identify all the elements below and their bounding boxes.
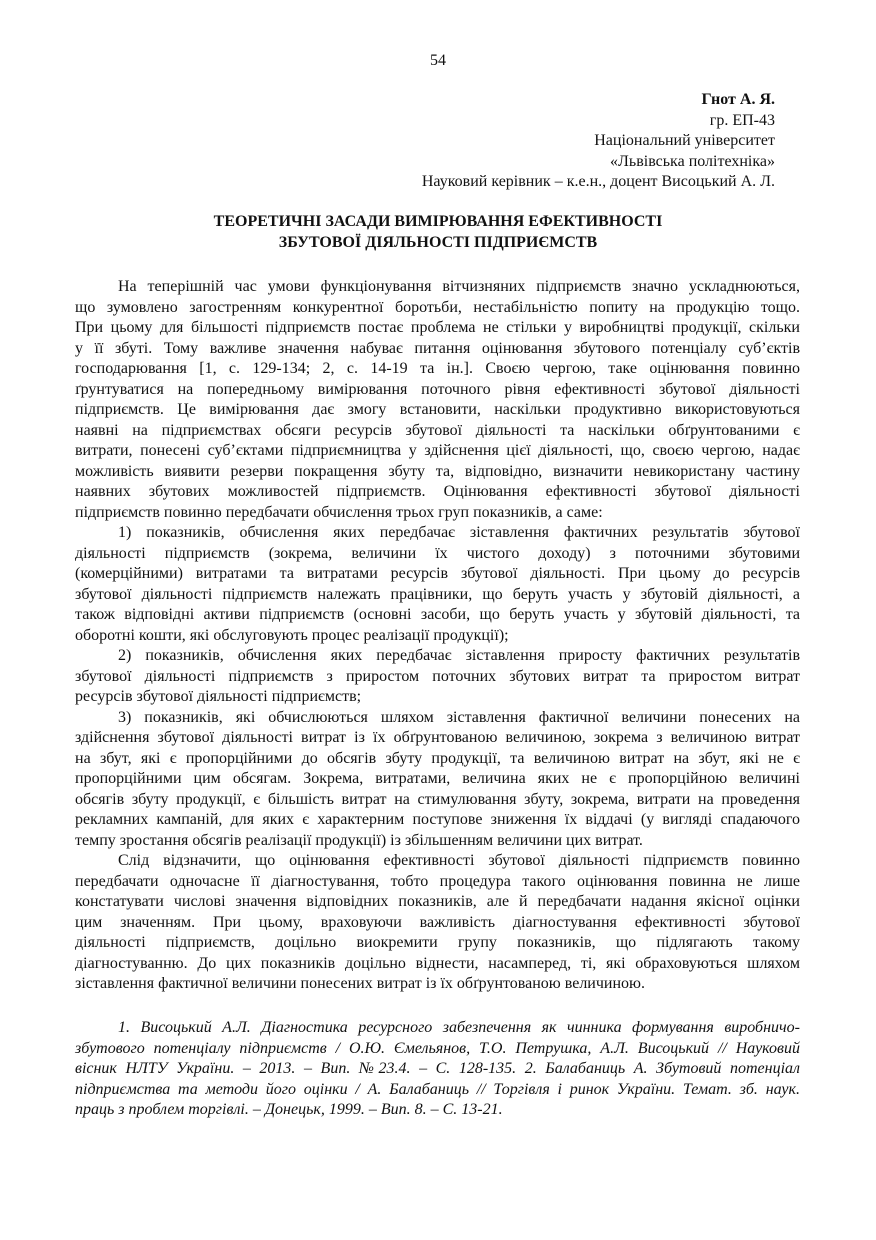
paragraph-line: обсягів збуту продукції, є більшість витрат на стимулювання збуту, зокрема, витрати на проведення [75, 790, 800, 808]
paragraph-line: (комерційними) витратами та витратами ресурсів збутової діяльності. При цьому до ресурсів [75, 565, 800, 582]
paragraph [75, 523, 800, 646]
paragraph-line: При цьому для більшості підприємств постає проблема не стільки у виробництві продукції, скільки [75, 319, 800, 336]
paragraph-line: оборотні кошти, які обслуговують процес реалізації продукції); [75, 626, 509, 644]
author-university-name: «Львівська політехніка» [610, 152, 775, 170]
paragraph-line: наявних збутових можливостей підприємств. Оцінювання ефективності збутової діяльності [75, 483, 800, 500]
author-university: Національний університет [594, 132, 775, 149]
paragraph-line: темпу зростання обсягів реалізації продукції) із збільшенням величини цих витрат. [75, 831, 643, 849]
paragraph [75, 277, 800, 523]
paragraph-line: рекламних кампаній, для яких є характерним поступове зниження їх віддачі (у вигляді спадаючого [75, 811, 800, 828]
title-line: ТЕОРЕТИЧНІ ЗАСАДИ ВИМІРЮВАННЯ ЕФЕКТИВНОСТІ [213, 213, 663, 230]
author-group: гр. ЕП-43 [709, 111, 775, 129]
page-number: 54 [430, 52, 446, 69]
paragraph-line: на збут, які є пропорційними до обсягів збуту продукції, та величиною витрат на збут, які не є [75, 749, 800, 767]
paragraph-line: 3) показників, які обчислюються шляхом зіставлення фактичної величини понесених на [118, 708, 800, 726]
paragraph-line: констатувати числові значення відповідних показників, але й передбачати надання якісної оцінки [75, 893, 800, 910]
reference-line: вісник НЛТУ України. – 2013. – Вип. №23.4. – С. 128-135. 2. Балабаниць А. Збутовий потенціал [75, 1060, 800, 1077]
paragraph-line: передбачати одночасне її діагностування, тобто процедура такого оцінювання повинна не лише [75, 872, 800, 890]
paragraph-line: ресурсів збутової діяльності підприємств; [75, 688, 362, 705]
paragraph-line: зіставлення фактичної величини понесених витрат із їх обґрунтованою величиною. [75, 975, 645, 992]
article-title [0, 212, 876, 253]
title-line: ЗБУТОВОЇ ДІЯЛЬНОСТІ ПІДПРИЄМСТВ [278, 233, 598, 251]
reference-line: праць з проблем торгівлі. – Донецьк, 1999. – Вип. 8. – С. 13-21. [75, 1101, 503, 1118]
author-supervisor: Науковий керівник – к.е.н., доцент Висоцький А. Л. [421, 173, 775, 190]
paragraph-line: збутової діяльності підприємств належать працівники, що беруть участь у збутовій діяльності, а [75, 585, 800, 603]
paragraph [75, 646, 800, 708]
paragraph-line: господарювання [1, с. 129-134; 2, с. 14-19 та ін.]. Своєю чергою, таке оцінювання повинно [75, 360, 800, 377]
paragraph [75, 851, 800, 995]
paragraph-line: що зумовлено загостренням конкурентної боротьби, нестабільністю попиту на продукцію тощо. [75, 298, 800, 316]
paragraph-line: пропорційними цим обсягам. Зокрема, витратами, величина яких не є пропорційною величині [75, 770, 800, 787]
paragraph-line: цим значенням. При цьому, враховуючи важливість діагностування ефективності збутової [75, 913, 800, 931]
paragraph-line: збутової діяльності підприємств з приростом поточних збутових витрат та приростом витрат [75, 667, 800, 685]
paragraph-line: 1) показників, обчислення яких передбачає зіставлення фактичних результатів збутової [118, 524, 800, 541]
paragraph-line: наявні на підприємствах обсяги ресурсів збутової діяльності та наскільки обґрунтованими є [75, 421, 800, 439]
paragraph-line: діяльності підприємств (зокрема, величини їх чистого доходу) з поточними збутовими [75, 544, 800, 562]
article-body [75, 277, 800, 995]
paragraph-line: витрати, понесені суб’єктами підприємництва у здійснення цієї діяльності, що, своєю чергою, надає [75, 442, 800, 459]
paragraph [75, 708, 800, 852]
reference-line: 1. Висоцький А.Л. Діагностика ресурсного забезпечення як чинника формування виробничо- [118, 1019, 800, 1036]
paragraph-line: у її збуті. Тому важливе значення набуває питання оцінювання збутового потенціалу суб’єктів [75, 339, 800, 357]
author-block [422, 90, 775, 193]
paragraph-line: На теперішній час умови функціонування вітчизняних підприємств значно ускладнюються, [118, 278, 800, 295]
paragraph-line: також відповідні активи підприємств (основні засоби, що беруть участь у збутовій діяльності, та [75, 606, 800, 623]
paragraph-line: ґрунтуватися на попередньому вимірювання поточного рівня ефективності збутової діяльності [75, 380, 800, 398]
author-name: Гнот А. Я. [701, 91, 775, 108]
reference-line: збутового потенціалу підприємств / О.Ю. Ємельянов, Т.О. Петрушка, А.Л. Висоцький // Науковий [75, 1039, 800, 1057]
paragraph-line: підприємств. Це вимірювання дає змогу встановити, наскільки продуктивно використовуються [75, 401, 800, 418]
paragraph-line: можливість виявити резерви покращення збуту та, відповідно, визначити невикористану частину [75, 462, 800, 480]
paragraph-line: здійснення збутової діяльності витрат із їх обґрунтованою величиною, зокрема з величиною витрат [75, 729, 800, 746]
paragraph-line: діяльності підприємств, доцільно виокремити групу показників, що підлягають такому [75, 934, 800, 951]
paragraph-line: підприємств повинно передбачати обчислення трьох груп показників, а саме: [75, 503, 603, 521]
references [75, 1018, 800, 1121]
paragraph-line: 2) показників, обчислення яких передбачає зіставлення приросту фактичних результатів [118, 647, 800, 664]
paragraph-line: Слід відзначити, що оцінювання ефективності збутової діяльності підприємств повинно [118, 852, 800, 869]
reference-line: підприємства та методи його оцінки / А. Балабаниць // Торгівля і ринок України. Темат. зб. наук. [75, 1080, 800, 1098]
paragraph-line: діагностуванню. До цих показників доцільно віднести, насамперед, ті, які обраховуються шляхом [75, 954, 800, 972]
